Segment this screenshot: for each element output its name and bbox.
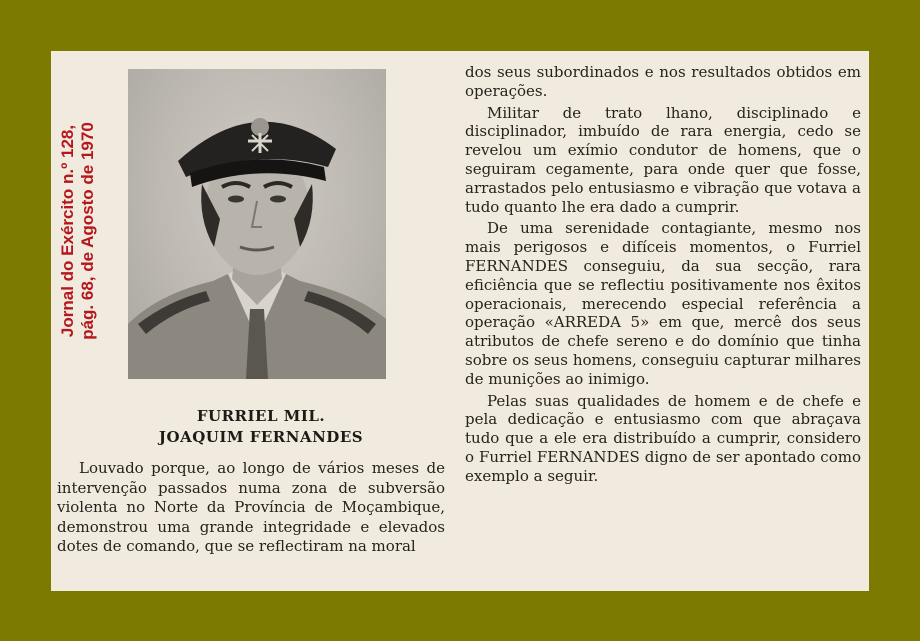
source-caption-line-1: Jornal do Exército n.º 128, <box>58 124 77 338</box>
source-caption-text <box>58 122 98 340</box>
article-paragraph: Louvado porque, ao longo de vários meses de intervenção passados numa zona de subversão violenta no Norte da Província de Moçambique, demonstrou uma grande integridade e elevados dotes de comando, que se reflectiram na moral <box>57 459 445 555</box>
portrait-photo <box>128 69 386 379</box>
source-caption-line-2: pág. 68, de Agosto de 1970 <box>78 122 97 340</box>
article-left-column <box>57 459 445 557</box>
article-paragraph: dos seus subordinados e nos resultados obtidos em operações. <box>465 63 861 100</box>
portrait-image <box>128 69 386 379</box>
article-paragraph: Pelas suas qualidades de homem e de chefe e pela dedicação e entusiasmo com que abraçava tudo que a ele era distribuído a cumprir, considero o Furriel FERNANDES digno de ser apontado como exemplo a seguir. <box>465 391 861 485</box>
article-right-column <box>465 63 861 486</box>
article-paragraph: Militar de trato lhano, disciplinado e disciplinador, imbuído de rara energia, cedo se revelou um exímio condutor de homens, que o seguiram cegamente, para onde quer que fosse, arrastados pelo entusiasmo e vibração que votava a tudo quanto lhe era dado a cumprir. <box>465 103 861 216</box>
name-heading: JOAQUIM FERNANDES <box>158 428 364 446</box>
source-caption <box>51 51 106 371</box>
article-paragraph: De uma serenidade contagiante, mesmo nos mais perigosos e difíceis momentos, o Furriel FERNANDES conseguiu, da sua secção, rara eficiência que se reflectiu positivamente nos êxitos operacionais, merecendo especial referência a operação «ARREDA 5» em que, mercê dos seus atributos de chefe sereno e do domínio que tinha sobre os seus homens, conseguiu capturar milhares de munições ao inimigo. <box>465 219 861 388</box>
newspaper-clipping <box>51 51 869 591</box>
rank-heading: FURRIEL MIL. <box>196 407 326 425</box>
